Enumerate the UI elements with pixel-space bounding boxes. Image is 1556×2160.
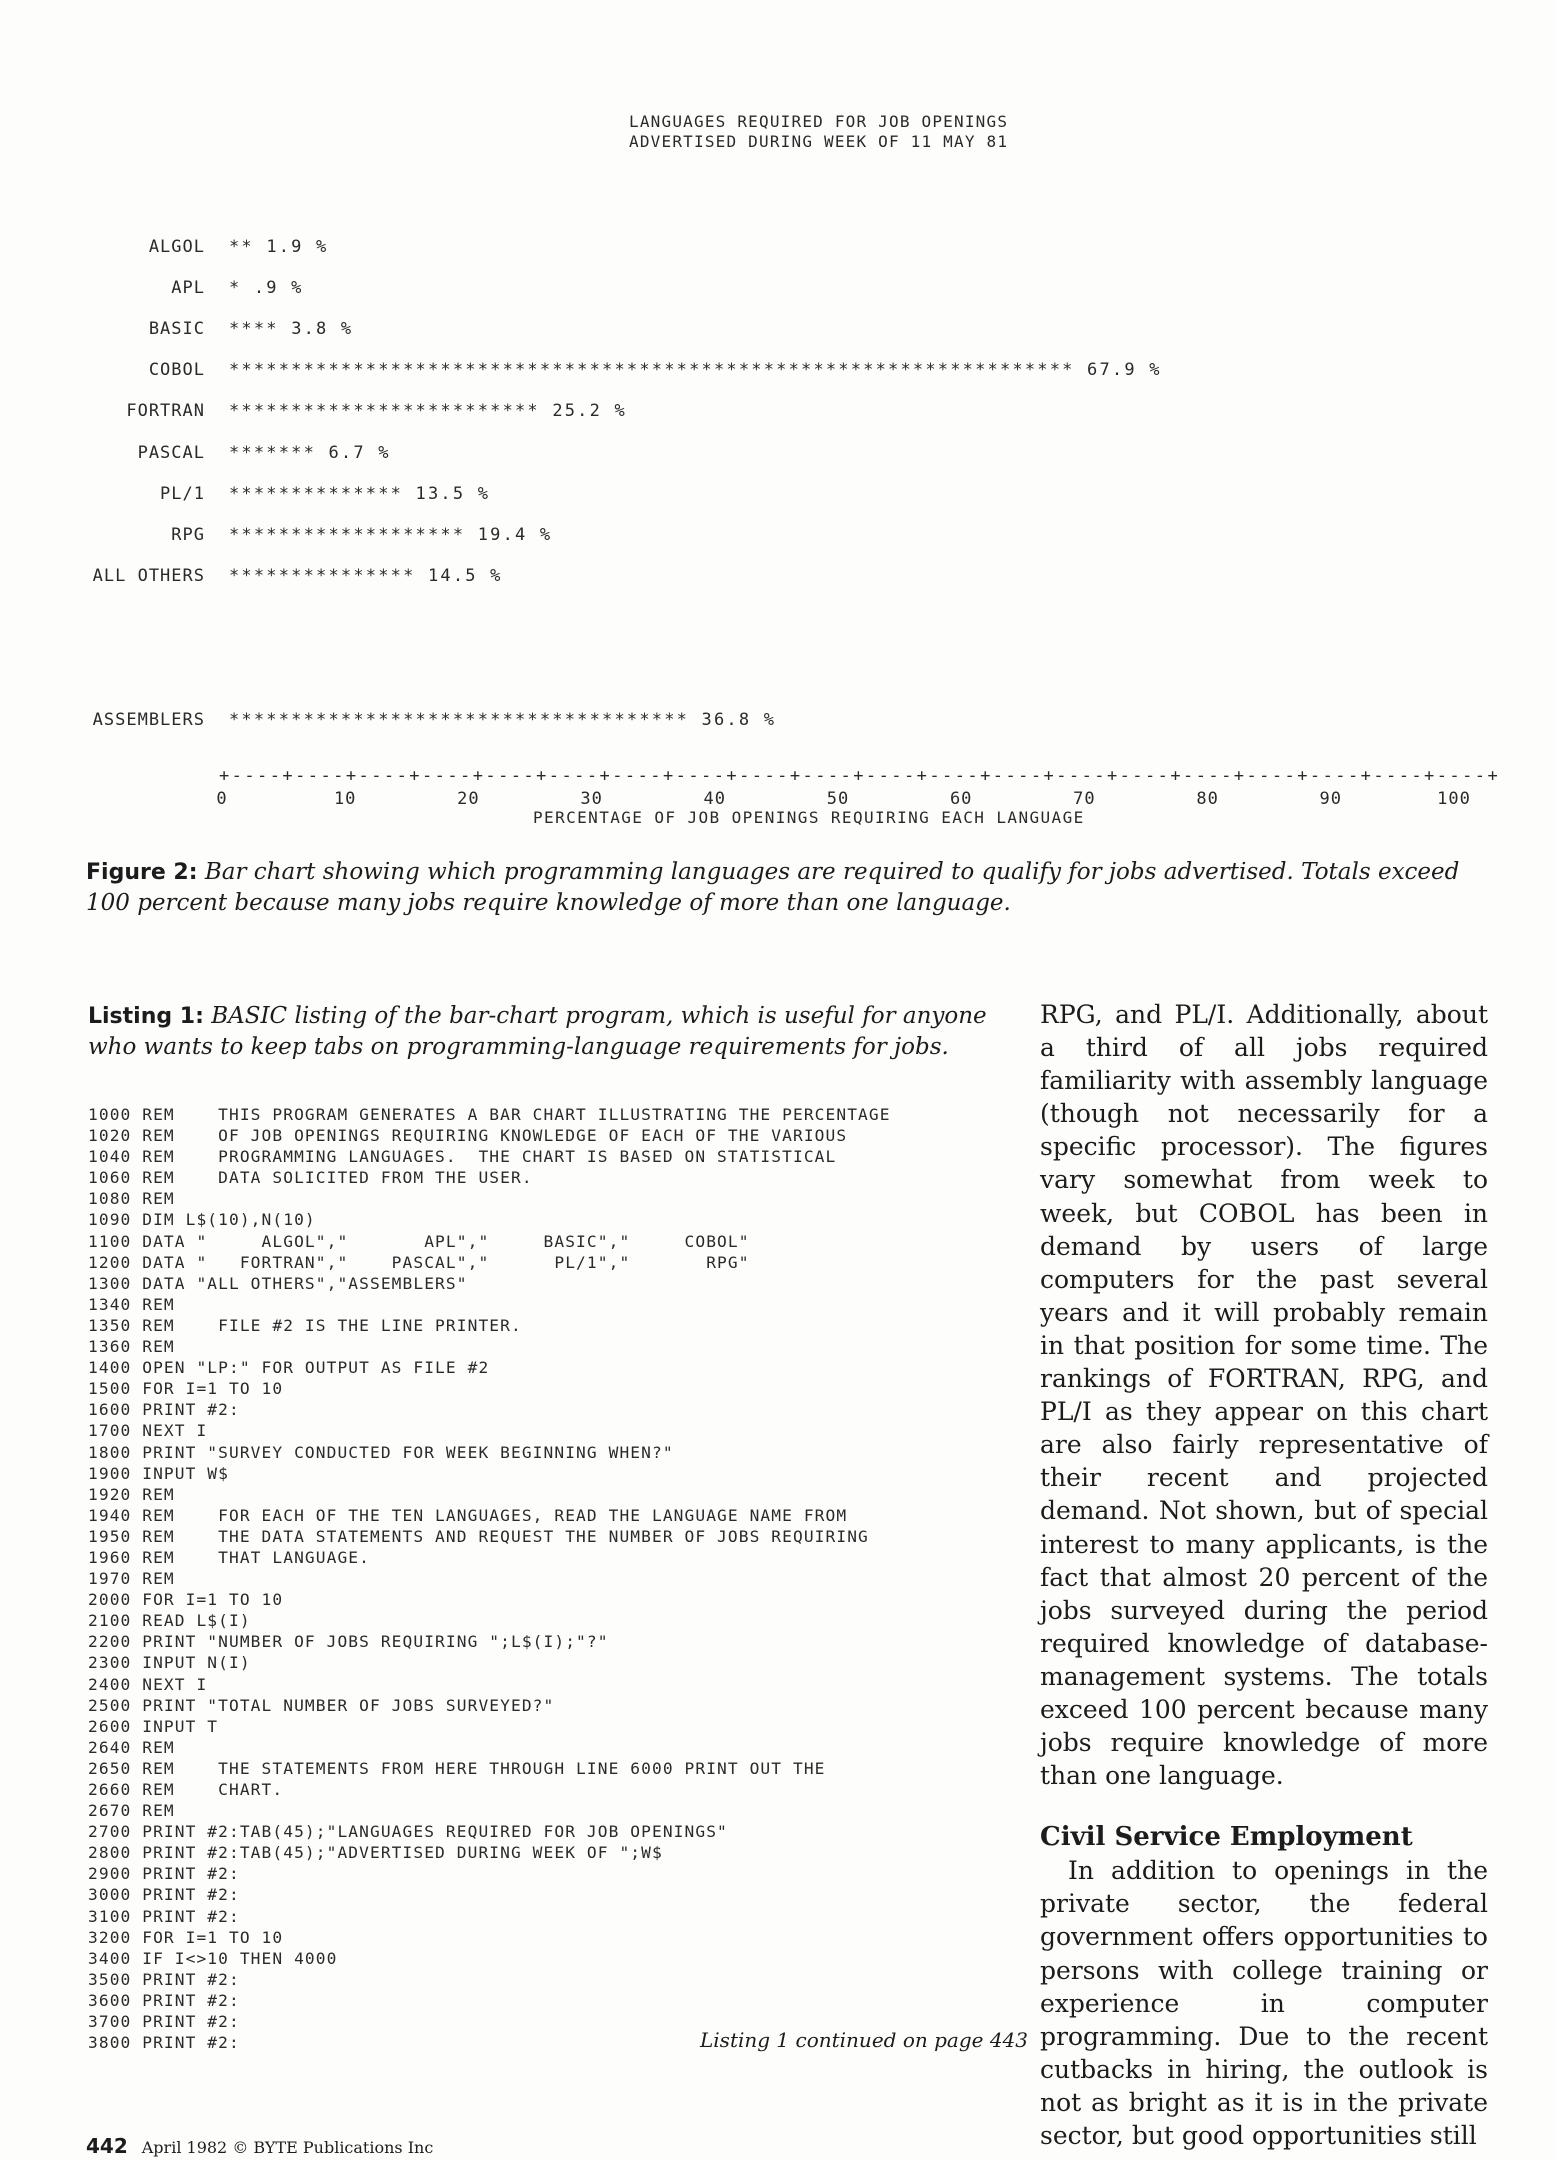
- chart-subtitle: ADVERTISED DURING WEEK OF 11 MAY 81: [629, 132, 1009, 151]
- bar-label: PL/1: [160, 484, 205, 504]
- bar-row: [229, 401, 627, 421]
- bar-mark: ****: [229, 319, 279, 339]
- code-line: 3400 IF I<>10 THEN 4000: [88, 1948, 338, 1968]
- listing-caption-text: BASIC listing of the bar-chart program, which is useful for anyone who wants to keep tabs on programming-language requirements for jobs.: [88, 1003, 987, 1060]
- code-line: 2400 NEXT I: [88, 1674, 208, 1694]
- bar-mark: **************: [229, 484, 404, 504]
- code-line: 3500 PRINT #2:: [88, 1969, 240, 1989]
- x-tick-label: 30: [580, 789, 603, 809]
- code-line: 2660 REM CHART.: [88, 1780, 284, 1799]
- bar-value-label: 14.5 %: [427, 566, 503, 586]
- code-line: 1350 REM FILE #2 IS THE LINE PRINTER.: [88, 1315, 522, 1335]
- code-line: 1950 REM THE DATA STATEMENTS AND REQUEST THE NUMBER OF JOBS REQUIRING: [88, 1526, 869, 1546]
- x-axis-title: PERCENTAGE OF JOB OPENINGS REQUIRING EACH LANGUAGE: [533, 808, 1085, 827]
- code-line: 1960 REM THAT LANGUAGE.: [88, 1547, 370, 1567]
- x-axis-rule: +----+----+----+----+----+----+----+----+----+----+----+----+----+----+----+----+----+----+----+----+: [219, 766, 1501, 786]
- code-line: 2670 REM: [88, 1801, 175, 1821]
- code-line: 1040 REM PROGRAMMING LANGUAGES. THE CHART IS BASED ON STATISTICAL: [88, 1147, 837, 1167]
- bar-row: [229, 710, 776, 730]
- bar-label: ALL OTHERS: [92, 566, 205, 586]
- article-paragraph-1: RPG, and PL/I. Additionally, about a third of all jobs required familiarity with assembly language (though not necessarily for a specific processor). The figures vary somewhat from week to week, but COBOL has been in demand by users of large computers for the past several years and it will probably remain in that position for some time. The rankings of FORTRAN, RPG, and PL/I as they appear on this chart are also fairly representative of their recent and projected demand. Not shown, but of special interest to many applicants, is the fact that almost 20 percent of the jobs surveyed during the period required knowledge of database-management systems. The totals exceed 100 percent because many jobs require knowledge of more than one language.: [1040, 1000, 1488, 1791]
- code-line: 2700 PRINT #2:TAB(45);"LANGUAGES REQUIRED FOR JOB OPENINGS": [88, 1822, 728, 1842]
- code-line: 3000 PRINT #2:: [88, 1885, 240, 1905]
- bar-label: PASCAL: [137, 443, 205, 463]
- code-line: 1360 REM: [88, 1337, 175, 1357]
- figure-caption-text: Bar chart showing which programming languages are required to qualify for jobs advertised. Totals exceed 100 percent because many jobs require knowledge of more than one language.: [86, 859, 1460, 916]
- x-tick-label: 10: [333, 789, 357, 809]
- bar-row: [229, 484, 490, 504]
- code-line: 1800 PRINT "SURVEY CONDUCTED FOR WEEK BEGINNING WHEN?": [88, 1442, 674, 1462]
- code-line: 1900 INPUT W$: [88, 1463, 229, 1483]
- code-line: 3600 PRINT #2:: [88, 1990, 240, 2010]
- code-line: 2640 REM: [88, 1737, 175, 1757]
- x-tick-label: 80: [1196, 789, 1219, 809]
- section-heading: Civil Service Employment: [1040, 1822, 1413, 1853]
- bar-row: [229, 443, 391, 463]
- listing-caption: [88, 1001, 1012, 1062]
- code-line: 2300 INPUT N(I): [88, 1653, 251, 1673]
- code-line: 1300 DATA "ALL OTHERS","ASSEMBLERS": [88, 1273, 468, 1293]
- bar-label: ASSEMBLERS: [92, 710, 205, 730]
- bar-label: FORTRAN: [126, 401, 205, 421]
- code-line: 1100 DATA " ALGOL"," APL"," BASIC"," COBOL": [88, 1231, 750, 1251]
- code-line: 2800 PRINT #2:TAB(45);"ADVERTISED DURING WEEK OF ";W$: [88, 1843, 663, 1863]
- code-line: 2650 REM THE STATEMENTS FROM HERE THROUGH LINE 6000 PRINT OUT THE: [88, 1758, 826, 1778]
- bar-mark: *: [229, 278, 242, 298]
- article-column: [1040, 998, 1488, 2152]
- x-tick-label: 50: [826, 789, 850, 809]
- bar-value-label: 13.5 %: [415, 484, 491, 504]
- code-line: 2100 READ L$(I): [88, 1611, 251, 1631]
- bar-label: RPG: [171, 525, 205, 545]
- bar-mark: *******************: [229, 525, 466, 545]
- x-tick-label: 20: [457, 789, 480, 809]
- x-tick-label: 0: [216, 789, 228, 809]
- bar-value-label: 6.7 %: [328, 443, 391, 463]
- bar-value-label: 67.9 %: [1087, 360, 1162, 380]
- listing-continued-note: Listing 1 continued on page 443: [700, 2028, 1028, 2052]
- bar-row: [229, 566, 503, 586]
- bar-row: [229, 319, 353, 339]
- code-line: 1060 REM DATA SOLICITED FROM THE USER.: [88, 1168, 533, 1188]
- code-line: 2000 FOR I=1 TO 10: [88, 1590, 284, 1610]
- bar-mark: *******: [229, 443, 317, 463]
- code-line: 1940 REM FOR EACH OF THE TEN LANGUAGES, READ THE LANGUAGE NAME FROM: [88, 1505, 848, 1525]
- bar-mark: ********************************************************************: [229, 360, 1075, 380]
- x-tick-label: 40: [703, 789, 727, 809]
- bar-value-label: .9 %: [253, 278, 304, 298]
- footer-credit: April 1982 © BYTE Publications Inc: [141, 2138, 434, 2157]
- code-line: 3700 PRINT #2:: [88, 2012, 240, 2032]
- bar-mark: **: [229, 237, 254, 257]
- bar-row: [229, 525, 552, 545]
- figure-caption: [86, 857, 1486, 918]
- bar-chart-printout: [0, 0, 1556, 850]
- listing-label: Listing 1:: [88, 1004, 204, 1029]
- code-line: 2500 PRINT "TOTAL NUMBER OF JOBS SURVEYED?": [88, 1695, 555, 1715]
- bar-row: [229, 237, 329, 257]
- code-line: 2200 PRINT "NUMBER OF JOBS REQUIRING ";L$(I);"?": [88, 1632, 609, 1652]
- bar-row: [229, 360, 1162, 380]
- chart-title: LANGUAGES REQUIRED FOR JOB OPENINGS: [629, 112, 1009, 131]
- code-line: 1340 REM: [88, 1294, 175, 1314]
- code-line: 2600 INPUT T: [88, 1716, 219, 1736]
- page-footer: [86, 2134, 433, 2158]
- bar-row: [229, 278, 304, 298]
- figure-label: Figure 2:: [86, 860, 198, 885]
- x-tick-label: 90: [1319, 789, 1343, 809]
- code-line: 1970 REM: [88, 1569, 175, 1589]
- code-line: 1920 REM: [88, 1484, 175, 1504]
- bar-value-label: 1.9 %: [266, 237, 329, 257]
- x-tick-label: 100: [1437, 789, 1471, 809]
- bar-value-label: 36.8 %: [701, 710, 777, 730]
- basic-code-listing: [88, 1104, 891, 2053]
- bar-mark: ***************: [229, 566, 416, 586]
- x-tick-label: 60: [949, 789, 973, 809]
- bar-mark: *************************************: [229, 710, 690, 730]
- code-line: 3100 PRINT #2:: [88, 1906, 240, 1926]
- bar-label: APL: [171, 278, 205, 298]
- code-line: 1090 DIM L$(10),N(10): [88, 1210, 316, 1230]
- bar-value-label: 19.4 %: [477, 525, 553, 545]
- code-line: 1600 PRINT #2:: [88, 1400, 240, 1420]
- code-line: 1000 REM THIS PROGRAM GENERATES A BAR CHART ILLUSTRATING THE PERCENTAGE: [88, 1105, 891, 1124]
- bar-mark: *************************: [229, 401, 540, 421]
- bar-value-label: 3.8 %: [291, 319, 354, 339]
- bar-label: COBOL: [148, 360, 205, 380]
- x-tick-label: 70: [1073, 789, 1096, 809]
- code-line: 3200 FOR I=1 TO 10: [88, 1927, 284, 1947]
- code-line: 1700 NEXT I: [88, 1421, 208, 1441]
- article-paragraph-2: In addition to openings in the private sector, the federal government offers opportunities to persons with college training or experience in computer programming. Due to the recent cutbacks in hiring, the outlook is not as bright as it is in the private sector, but good opportunities still: [1040, 1856, 1488, 2150]
- code-line: 1200 DATA " FORTRAN"," PASCAL"," PL/1"," RPG": [88, 1252, 750, 1272]
- bar-value-label: 25.2 %: [552, 401, 627, 421]
- code-line: 1400 OPEN "LP:" FOR OUTPUT AS FILE #2: [88, 1358, 490, 1378]
- code-line: 3800 PRINT #2:: [88, 2033, 240, 2053]
- code-line: 2900 PRINT #2:: [88, 1864, 240, 1884]
- page-number: 442: [86, 2134, 128, 2158]
- code-line: 1080 REM: [88, 1189, 175, 1209]
- code-line: 1020 REM OF JOB OPENINGS REQUIRING KNOWLEDGE OF EACH OF THE VARIOUS: [88, 1126, 848, 1146]
- code-line: 1500 FOR I=1 TO 10: [88, 1379, 284, 1399]
- bar-label: BASIC: [148, 319, 205, 339]
- bar-label: ALGOL: [148, 237, 205, 257]
